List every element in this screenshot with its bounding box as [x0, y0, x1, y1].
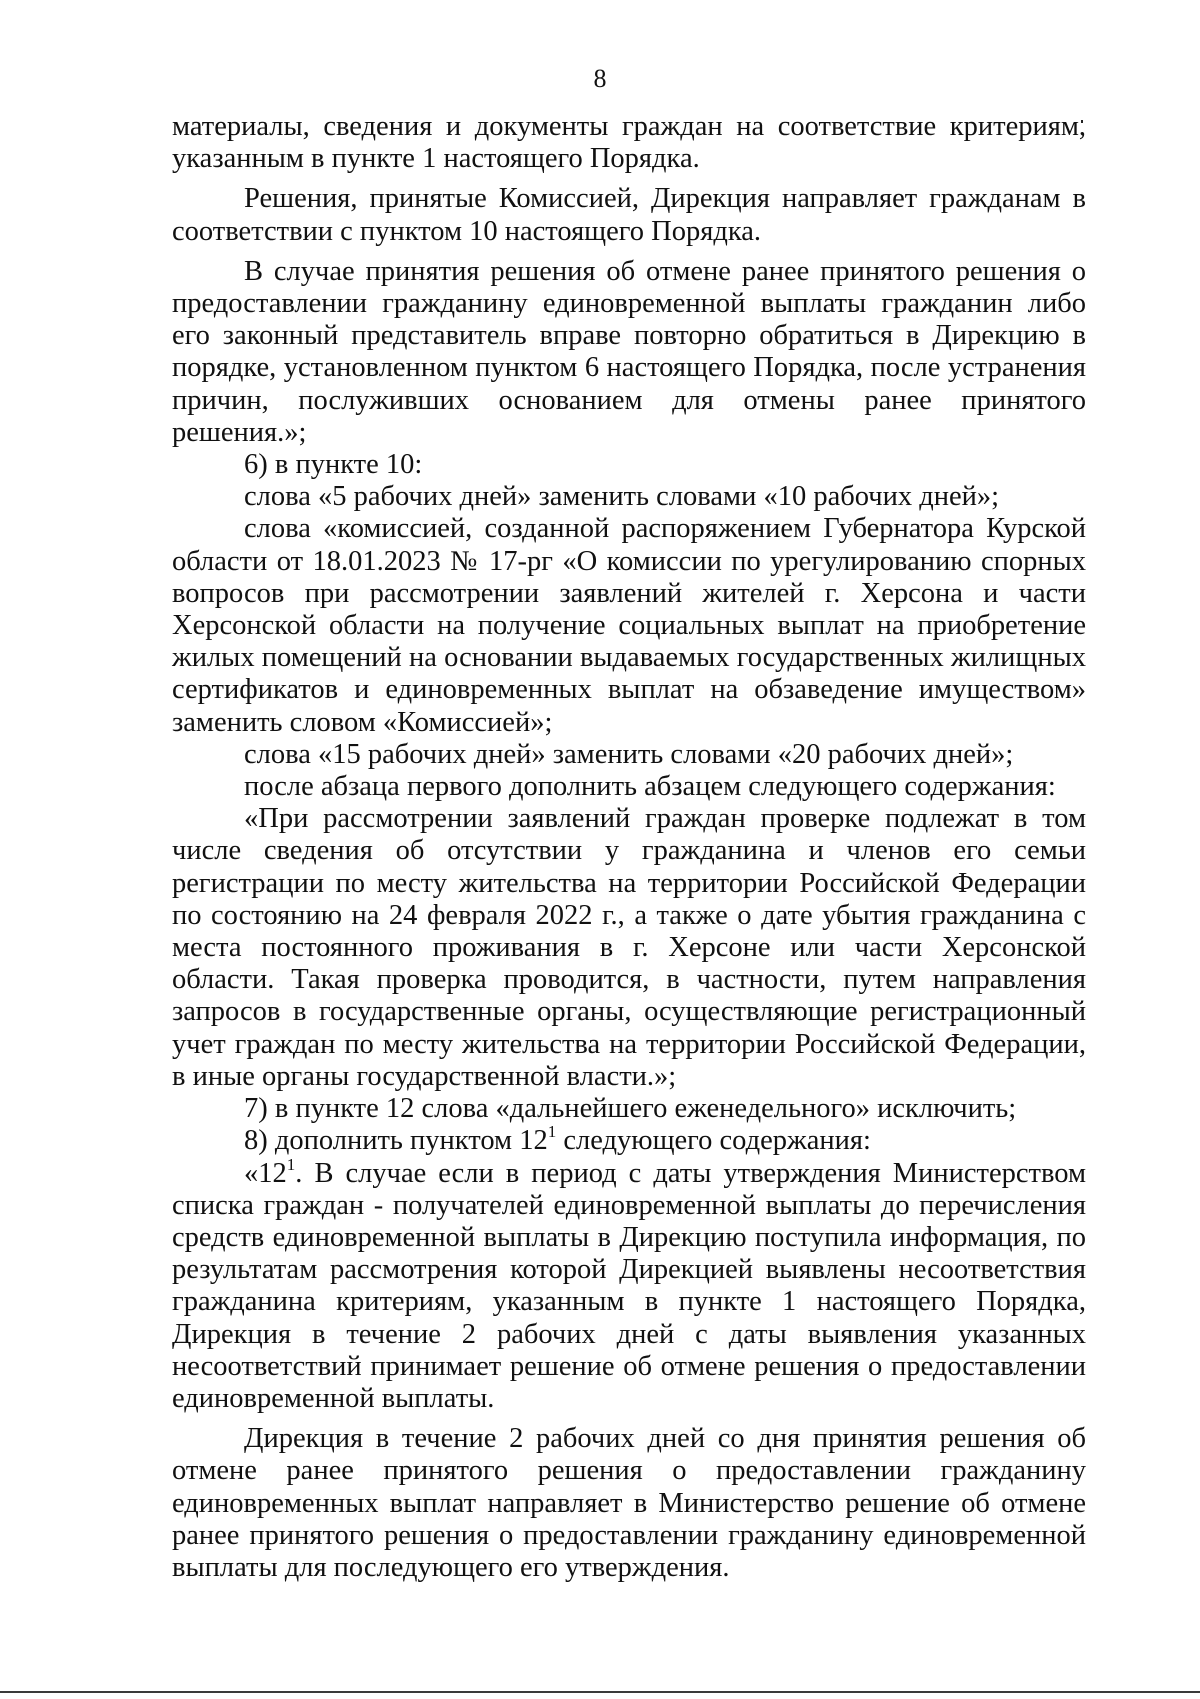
- page-number: 8: [593, 64, 607, 93]
- scan-edge-line: [0, 1691, 1200, 1693]
- paragraph-13: Дирекция в течение 2 рабочих дней со дня принятия решения об отмене ранее принятого решения о предоставлении гражданину единовременных выплат направляет в Министерство решение об отмене ранее принятого решения о предоставлении гражданину единовременной выплаты для последующего его утверждения.: [172, 1423, 1086, 1583]
- paragraph-4: 6) в пункте 10:: [244, 449, 423, 481]
- superscript-index: 1: [286, 1154, 296, 1174]
- paragraph-8: после абзаца первого дополнить абзацем следующего содержания:: [244, 771, 1056, 803]
- paragraph-2: Решения, принятые Комиссией, Дирекция направляет гражданам в соответствии с пунктом 10 настоящего Порядка.: [172, 183, 1086, 247]
- paragraph-11: [172, 1122, 1086, 1157]
- paragraph-5: слова «5 рабочих дней» заменить словами «10 рабочих дней»;: [244, 481, 1000, 513]
- paragraph-6: слова «комиссией, созданной распоряжением Губернатора Курской области от 18.01.2023 № 17-рг «О комиссии по урегулированию спорных вопросов при рассмотрении заявлений жителей г. Херсона и части Херсонской области на получение социальных выплат на приобретение жилых помещений на основании выдаваемых государственных жилищных сертификатов и единовременных выплат на обзаведение имуществом» заменить словом «Комиссией»;: [172, 513, 1086, 738]
- paragraph-12-start: «12: [244, 1157, 287, 1189]
- paragraph-12: [172, 1154, 1086, 1416]
- paragraph-9: «При рассмотрении заявлений граждан проверке подлежат в том числе сведения об отсутствии у гражданина и членов его семьи регистрации по месту жительства на территории Российской Федерации по состоянию на 24 февраля 2022 г., а также о дате убытия гражданина с места постоянного проживания в г. Херсоне или части Херсонской области. Такая проверка проводится, в частности, путем направления запросов в государственные органы, осуществляющие регистрационный учет граждан по месту жительства на территории Российской Федерации, в иные органы государственной власти.»;: [172, 803, 1086, 1092]
- paragraph-10: 7) в пункте 12 слова «дальнейшего еженедельного» исключить;: [244, 1093, 1017, 1125]
- superscript-index: 1: [547, 1122, 557, 1142]
- paragraph-12-end: . В случае если в период с даты утверждения Министерством списка граждан - получателей единовременной выплаты до перечисления средств единовременной выплаты в Дирекцию поступила информация, по результатам рассмотрения которой Дирекцией выявлены несоответствия гражданина критериям, указанным в пункте 1 настоящего Порядка, Дирекция в течение 2 рабочих дней с даты выявления указанных несоответствий принимает решение об отмене решения о предоставлении единовременной выплаты.: [172, 1157, 1086, 1414]
- paragraph-7: слова «15 рабочих дней» заменить словами «20 рабочих дней»;: [244, 738, 1014, 770]
- paragraph-11-end: следующего содержания:: [556, 1125, 871, 1157]
- paragraph-1: материалы, сведения и документы граждан на соответствие критериям, указанным в пункте 1 настоящего Порядка.: [172, 111, 1086, 175]
- document-body: [172, 111, 1086, 1584]
- paragraph-3: В случае принятия решения об отмене ранее принятого решения о предоставлении гражданину единовременной выплаты гражданин либо его законный представитель вправе повторно обратиться в Дирекцию в порядке, установленном пунктом 6 настоящего Порядка, после устранения причин, послуживших основанием для отмены ранее принятого решения.»;: [172, 255, 1086, 448]
- paragraph-11-start: 8) дополнить пунктом 12: [244, 1125, 548, 1157]
